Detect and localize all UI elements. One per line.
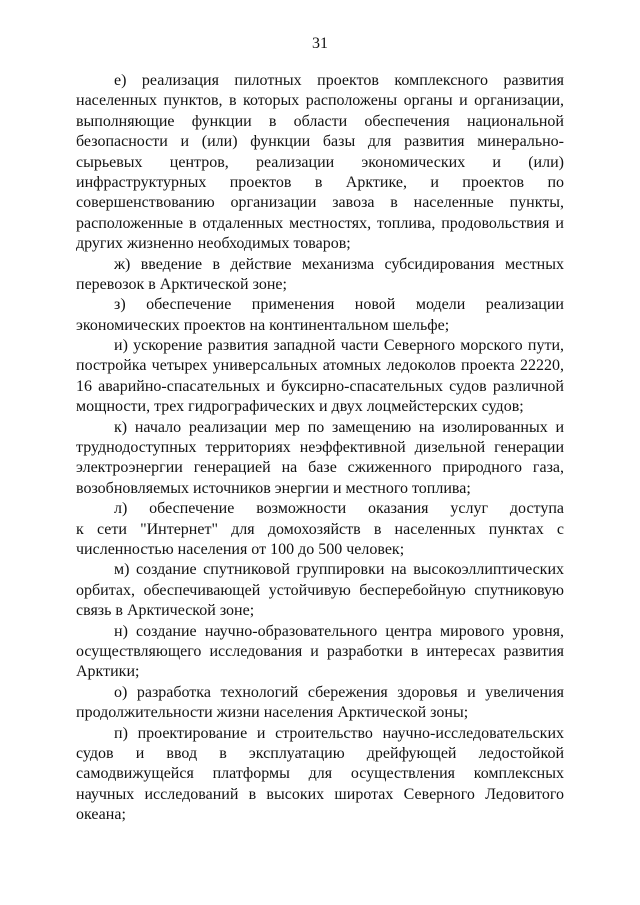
- paragraph-line: п) проектирование и строительство научно-исследовательских: [114, 724, 564, 742]
- paragraph-line: безопасности и (или) функции базы для развития минерально-: [76, 133, 564, 151]
- paragraph-item-n: [76, 622, 564, 683]
- paragraph-line: л) обеспечение возможности оказания услуг доступа: [114, 500, 564, 518]
- paragraph-item-i: [76, 336, 564, 418]
- paragraph-line: экономических проектов на континентальном шельфе;: [76, 316, 450, 334]
- paragraph-line: выполняющие функции в области обеспечения национальной: [76, 112, 564, 130]
- paragraph-line: к) начало реализации мер по замещению на изолированных и: [114, 418, 564, 436]
- paragraph-line: населенных пунктов, в которых расположены органы и организации,: [76, 92, 564, 110]
- paragraph-line: совершенствованию организации завоза в населенные пункты,: [76, 194, 564, 212]
- paragraph-line: н) создание научно-образовательного центра мирового уровня,: [114, 622, 564, 640]
- paragraph-item-e: [76, 71, 564, 255]
- paragraph-item-k: [76, 418, 564, 500]
- paragraph-line: и) ускорение развития западной части Северного морского пути,: [114, 337, 564, 355]
- paragraph-line: осуществляющего исследования и разработки в интересах развития: [76, 642, 564, 660]
- paragraph-line: м) создание спутниковой группировки на высокоэллиптических: [114, 561, 564, 579]
- paragraph-line: других жизненно необходимых товаров;: [76, 235, 351, 253]
- paragraph-line: расположенные в отдаленных местностях, топлива, продовольствия и: [76, 214, 564, 232]
- paragraph-line: о) разработка технологий сбережения здоровья и увеличения: [114, 683, 564, 701]
- paragraph-item-zh: [76, 255, 564, 296]
- paragraph-line: судов и ввод в эксплуатацию дрейфующей ледостойкой: [76, 744, 564, 762]
- paragraph-item-l: [76, 499, 564, 560]
- paragraph-line: з) обеспечение применения новой модели реализации: [114, 296, 564, 314]
- paragraph-line: возобновляемых источников энергии и местного топлива;: [76, 479, 471, 497]
- paragraph-line: мощности, трех гидрографических и двух лоцмейстерских судов;: [76, 398, 524, 416]
- paragraph-line: к сети "Интернет" для домохозяйств в населенных пунктах с: [76, 520, 564, 538]
- paragraph-item-m: [76, 560, 564, 621]
- paragraph-line: инфраструктурных проектов в Арктике, и проектов по: [76, 173, 564, 191]
- paragraph-item-p: [76, 724, 564, 826]
- page-number: 31: [312, 35, 328, 52]
- paragraph-line: численностью населения от 100 до 500 человек;: [76, 540, 405, 558]
- paragraph-line: 16 аварийно-спасательных и буксирно-спасательных судов различной: [76, 377, 564, 395]
- paragraph-line: перевозок в Арктической зоне;: [76, 275, 287, 293]
- paragraph-line: труднодоступных территориях неэффективной дизельной генерации: [76, 439, 564, 457]
- paragraph-line: Арктики;: [76, 663, 140, 681]
- paragraph-line: е) реализация пилотных проектов комплексного развития: [114, 72, 564, 89]
- paragraph-line: ж) введение в действие механизма субсидирования местных: [114, 255, 564, 273]
- paragraph-item-o: [76, 683, 564, 724]
- paragraph-line: орбитах, обеспечивающей устойчивую бесперебойную спутниковую: [76, 581, 564, 599]
- paragraph-line: продолжительности жизни населения Арктической зоны;: [76, 704, 469, 722]
- paragraph-line: самодвижущейся платформы для осуществления комплексных: [76, 765, 564, 783]
- paragraph-line: сырьевых центров, реализации экономических и (или): [76, 153, 564, 171]
- document-body: [76, 71, 564, 825]
- paragraph-item-z: [76, 295, 564, 336]
- paragraph-line: связь в Арктической зоне;: [76, 602, 255, 620]
- paragraph-line: постройка четырех универсальных атомных ледоколов проекта 22220,: [76, 357, 564, 375]
- paragraph-line: океана;: [76, 806, 126, 824]
- paragraph-line: научных исследований в высоких широтах Северного Ледовитого: [76, 785, 564, 803]
- paragraph-line: электроэнергии генерацией на базе сжиженного природного газа,: [76, 459, 564, 477]
